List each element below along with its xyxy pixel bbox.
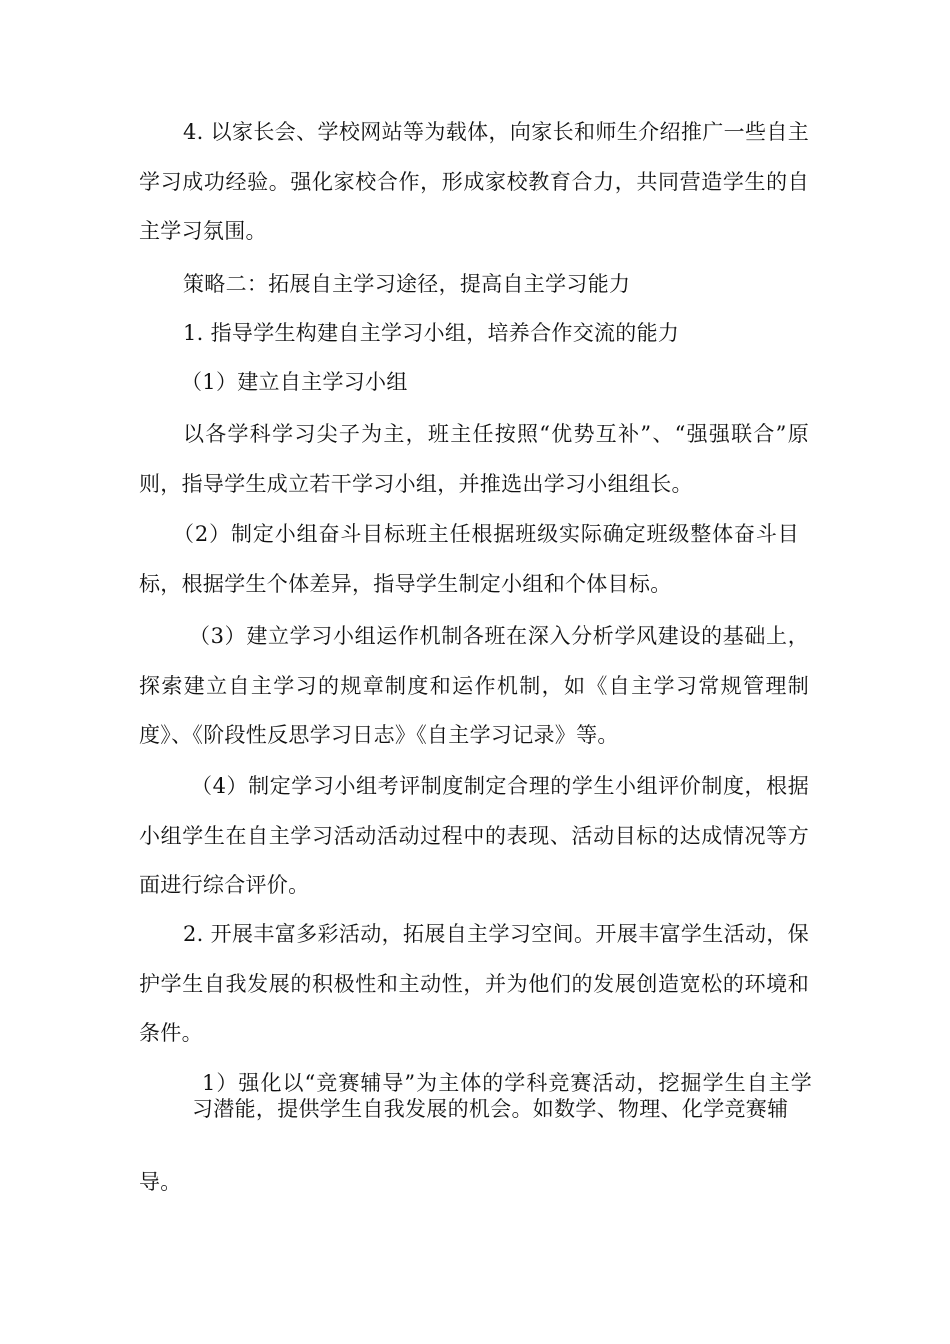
paragraph-group-mechanism: （3）建立学习小组运作机制各班在深入分析学风建设的基础上，探索建立自主学习的规章制度和运作机制，如《自主学习常规管理制度》、《阶段性反思学习日志》《自主学习记录》等。 <box>139 624 809 747</box>
paragraph-home-school-cooperation: 4. 以家长会、学校网站等为载体，向家长和师生介绍推广一些自主学习成功经验。强化家校合作，形成家校教育合力，共同营造学生的自主学习氛围。 <box>139 120 809 243</box>
paragraph-continuation: 导。 <box>139 1170 182 1194</box>
heading-strategy-two: 策略二：拓展自主学习途径，提高自主学习能力 <box>183 272 631 296</box>
subheading-build-groups: （1）建立自主学习小组 <box>181 370 408 394</box>
paragraph-activities: 2. 开展丰富多彩活动，拓展自主学习空间。开展丰富学生活动，保护学生自我发展的积极性和主动性，并为他们的发展创造宽松的环境和条件。 <box>139 922 809 1045</box>
paragraph-group-formation: 以各学科学习尖子为主，班主任按照“优势互补”、“强强联合”原则，指导学生成立若干学习小组，并推选出学习小组组长。 <box>139 422 809 496</box>
paragraph-group-evaluation: （4）制定学习小组考评制度制定合理的学生小组评价制度，根据小组学生在自主学习活动活动过程中的表现、活动目标的达成情况等方面进行综合评价。 <box>139 774 809 897</box>
paragraph-competition: 1）强化以“竞赛辅导”为主体的学科竞赛活动，挖掘学生自主学习潜能，提供学生自我发展的机会。如数学、物理、化学竞赛辅 <box>192 1071 812 1121</box>
heading-study-groups: 1. 指导学生构建自主学习小组，培养合作交流的能力 <box>183 321 680 345</box>
paragraph-group-goals: （2）制定小组奋斗目标班主任根据班级实际确定班级整体奋斗目标，根据学生个体差异，指导学生制定小组和个体目标。 <box>139 522 799 596</box>
